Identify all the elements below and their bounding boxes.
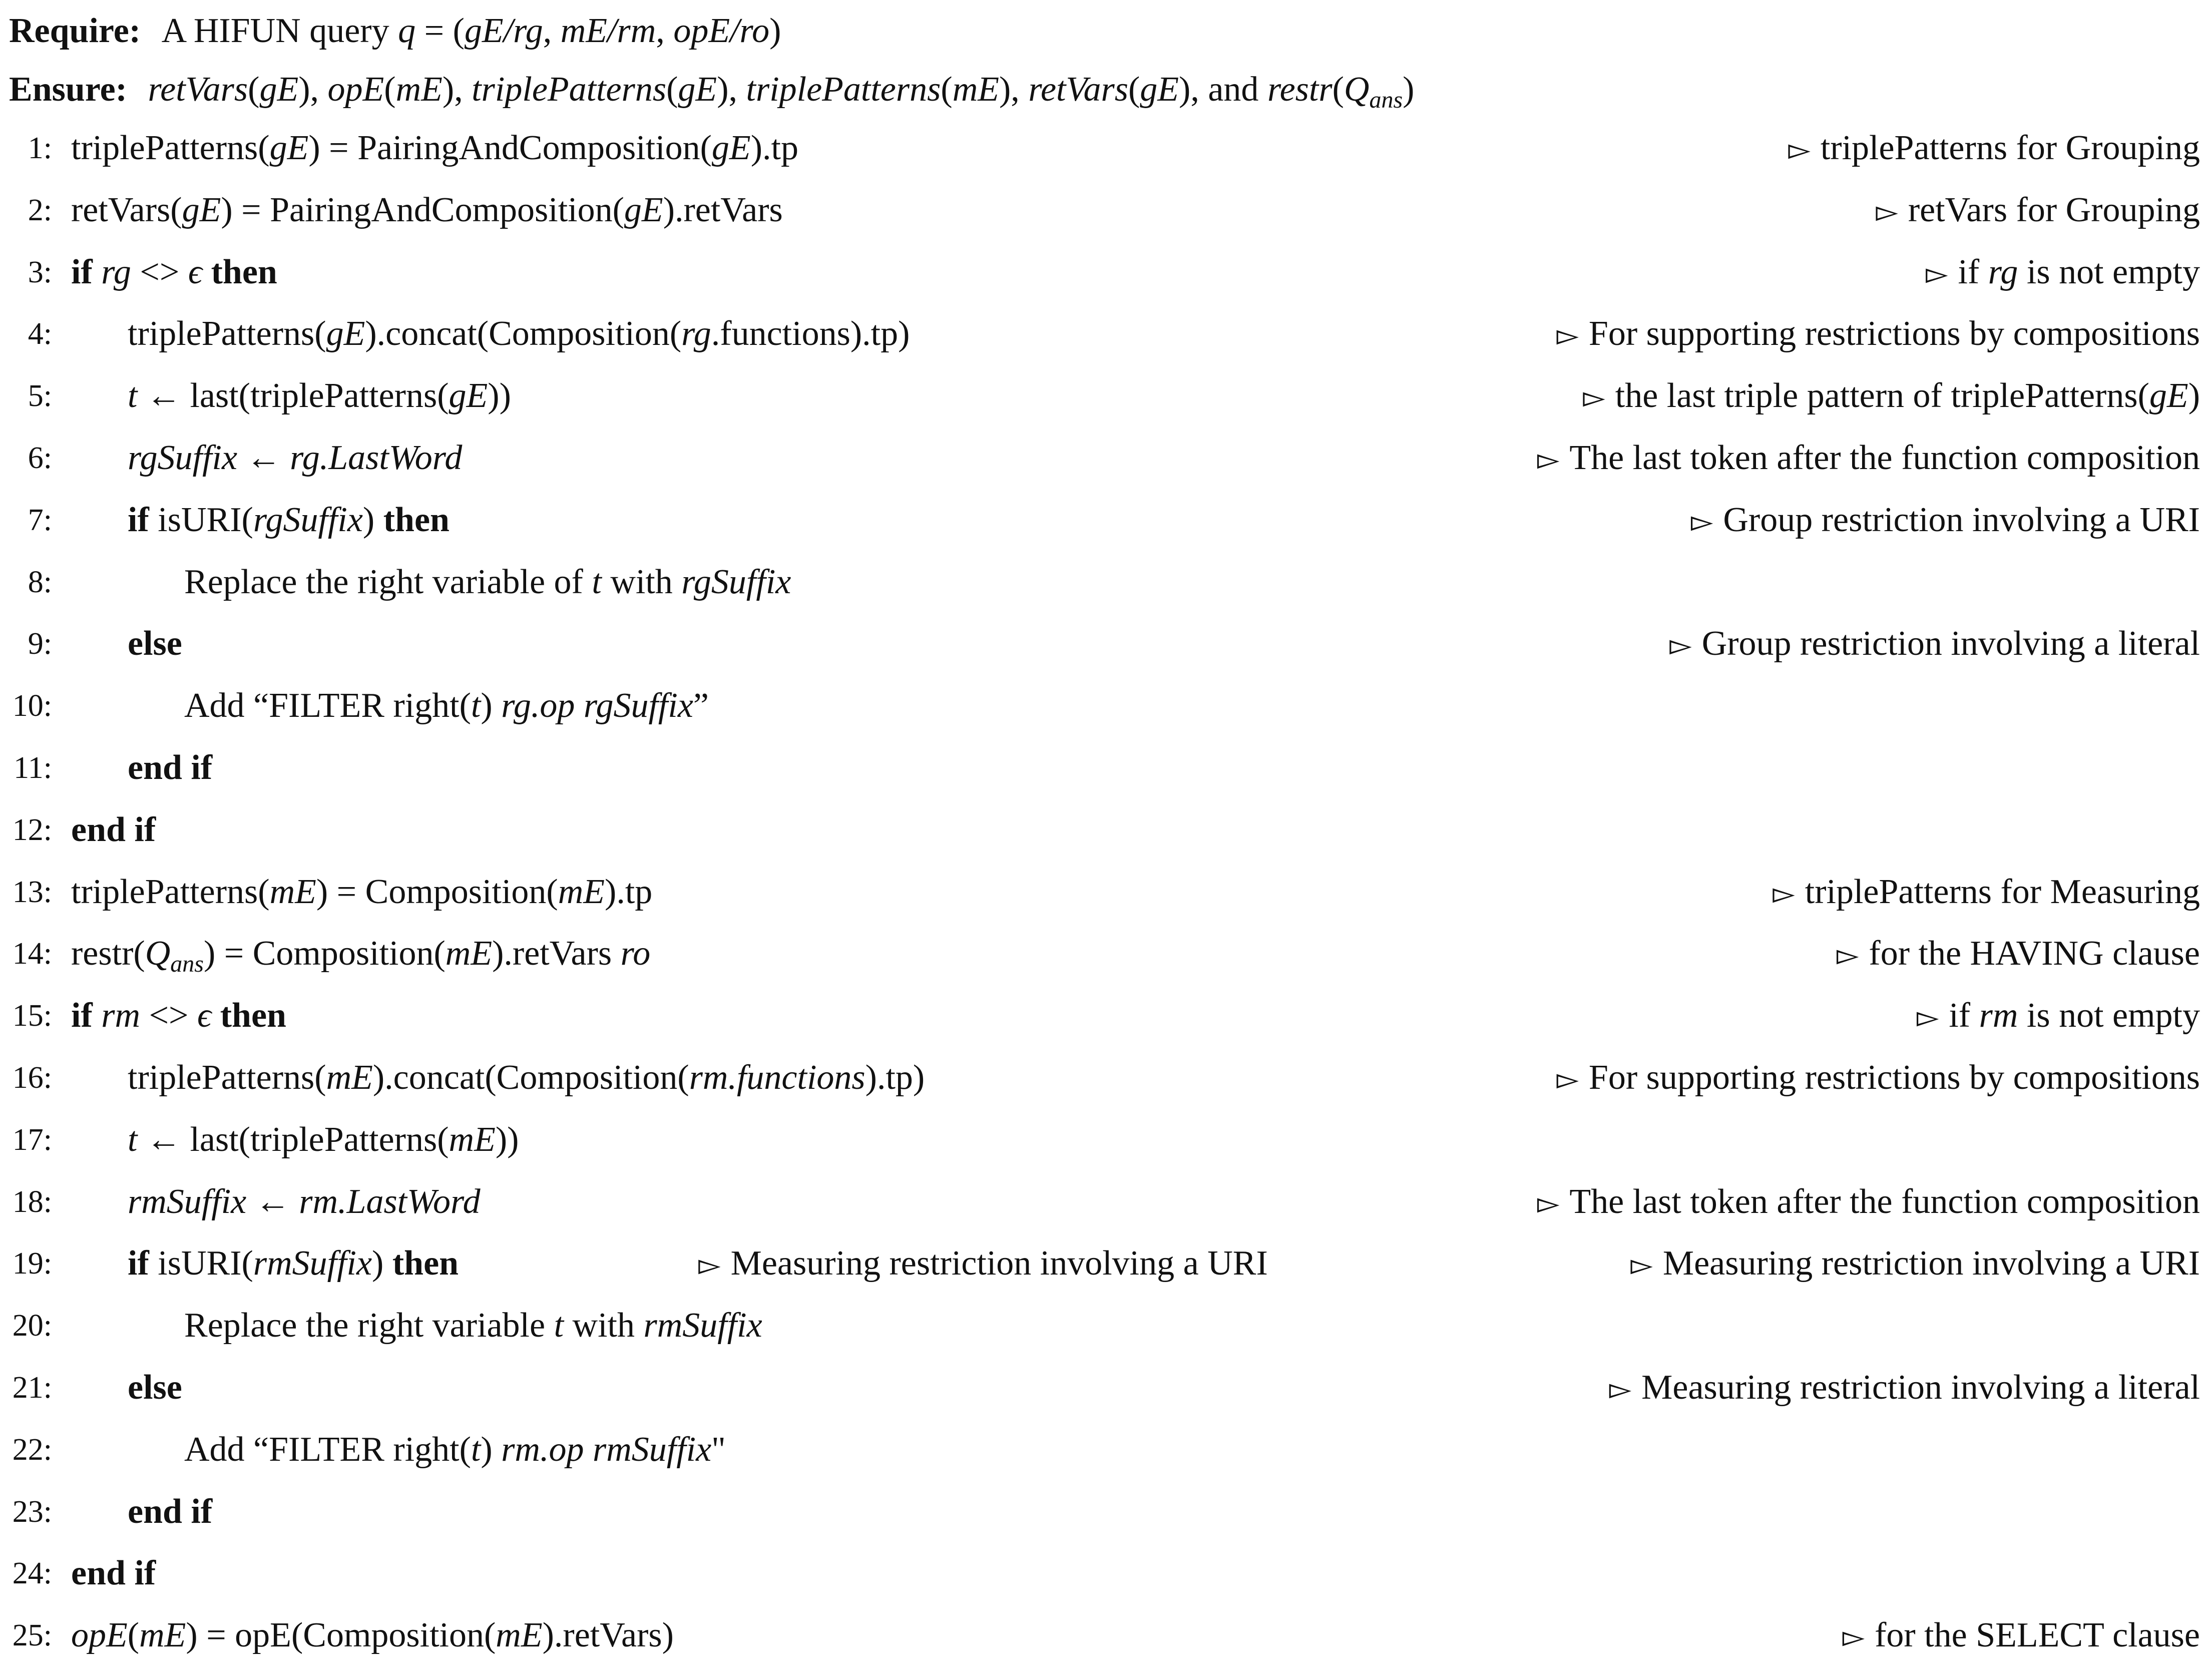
- token-text: ”: [693, 686, 709, 725]
- comment-triangle-icon: ▻: [1916, 1001, 1939, 1033]
- token-math: mE: [395, 70, 443, 109]
- line-comment: [1537, 1171, 2200, 1234]
- token-text: triplePatterns for Grouping: [1820, 129, 2200, 167]
- require-text: [162, 12, 781, 50]
- token-math: gE/rg: [464, 12, 543, 50]
- token-text: ←: [246, 1182, 299, 1221]
- token-text: [584, 1430, 593, 1469]
- comment-triangle-icon: ▻: [698, 1248, 721, 1281]
- line-comment: [1842, 1604, 2200, 1668]
- line-comment: [1556, 303, 2200, 366]
- token-text: ) = opE(Composition(: [186, 1616, 496, 1654]
- algorithm-line: [0, 985, 2212, 1047]
- token-text: The last token after the function composition: [1569, 439, 2200, 477]
- line-number: 13:: [12, 875, 52, 909]
- algorithm-line: [0, 489, 2212, 551]
- algorithm-line: [0, 303, 2212, 365]
- token-text: triplePatterns(: [128, 1058, 326, 1097]
- token-math: rm.functions: [689, 1058, 865, 1097]
- line-number: 17:: [12, 1123, 52, 1157]
- token-math: gE: [678, 70, 717, 109]
- line-code: [128, 1109, 519, 1171]
- token-math: mE: [558, 873, 605, 911]
- token-math: rg: [101, 253, 131, 291]
- line-number: 14:: [12, 937, 52, 971]
- token-kw: if: [71, 996, 93, 1035]
- comment-triangle-icon: ▻: [1556, 319, 1579, 351]
- line-number: 22:: [12, 1433, 52, 1467]
- token-kw: if: [71, 253, 93, 291]
- line-number: 12:: [12, 813, 52, 847]
- token-math: opE: [71, 1616, 128, 1654]
- algorithm-line: [0, 923, 2212, 985]
- token-math: gE: [182, 191, 221, 229]
- token-math: rgSuffix: [253, 501, 363, 539]
- token-text: Measuring restriction involving a URI: [1662, 1244, 2200, 1283]
- comment-triangle-icon: ▻: [1773, 877, 1795, 910]
- token-text: )): [488, 376, 511, 415]
- line-code: [184, 1419, 726, 1481]
- token-text: if: [1958, 253, 1988, 291]
- token-math: mE: [449, 1120, 496, 1159]
- token-math: rgSuffix: [128, 439, 238, 477]
- token-text: ): [362, 501, 383, 539]
- token-math: ϵ: [197, 996, 212, 1035]
- token-kw: then: [392, 1244, 459, 1283]
- algorithm-line: [0, 737, 2212, 799]
- ensure-label: Ensure:: [9, 70, 127, 109]
- algorithm-line: [0, 1542, 2212, 1604]
- token-text: Group restriction involving a literal: [1701, 624, 2200, 663]
- line-code: [128, 737, 212, 799]
- line-code: [71, 179, 783, 241]
- algorithm-line: [0, 179, 2212, 241]
- token-kw: end if: [128, 1492, 213, 1531]
- comment-triangle-icon: ▻: [1537, 443, 1560, 476]
- token-text: (: [127, 1616, 140, 1654]
- token-math: rmSuffix: [592, 1430, 712, 1469]
- line-number: 4:: [28, 317, 52, 351]
- token-text: Replace the right variable: [184, 1306, 554, 1345]
- token-text: ): [2188, 376, 2200, 415]
- line-comment: [1537, 427, 2200, 491]
- token-text: For supporting restrictions by compositions: [1588, 1058, 2200, 1097]
- token-kw: else: [128, 624, 182, 663]
- comment-triangle-icon: ▻: [1556, 1063, 1579, 1095]
- token-text: [202, 253, 211, 291]
- token-text: ),: [298, 70, 328, 109]
- token-sub: ans: [170, 951, 204, 977]
- token-text: [575, 686, 584, 725]
- token-math: rg: [681, 314, 711, 353]
- token-kw: else: [128, 1368, 182, 1407]
- line-number: 10:: [12, 689, 52, 723]
- token-math: retVars: [1028, 70, 1128, 109]
- token-math: mE: [952, 70, 999, 109]
- token-math: t: [471, 686, 481, 725]
- token-text: retVars for Grouping: [1908, 191, 2200, 229]
- token-text: Measuring restriction involving a literal: [1641, 1368, 2200, 1407]
- token-text: ) = PairingAndComposition(: [308, 129, 712, 167]
- line-number: 24:: [12, 1556, 52, 1590]
- comment-triangle-icon: ▻: [1583, 381, 1605, 413]
- token-text: ).concat(Composition(: [365, 314, 682, 353]
- line-code: [71, 861, 652, 923]
- inline-comment: [698, 1232, 1268, 1296]
- line-comment: [1917, 985, 2200, 1048]
- line-number: 5:: [28, 379, 52, 413]
- token-text: Add “FILTER right(: [184, 1430, 471, 1469]
- token-math: mE/rm: [560, 12, 656, 50]
- token-text: ← last(triplePatterns(: [137, 376, 449, 415]
- line-code: [128, 1047, 925, 1109]
- token-math: rgSuffix: [681, 563, 791, 601]
- line-number: 18:: [12, 1185, 52, 1219]
- algorithm-line: [0, 1047, 2212, 1109]
- line-number: 3:: [28, 255, 52, 289]
- line-code: [71, 985, 286, 1047]
- algorithm-line: [0, 1171, 2212, 1233]
- token-text: Measuring restriction involving a URI: [730, 1244, 1268, 1283]
- algorithm-line: [0, 1109, 2212, 1171]
- token-math: gE: [326, 314, 365, 353]
- token-text: triplePatterns(: [71, 873, 270, 911]
- algorithm-line: [0, 1295, 2212, 1357]
- line-comment: [1876, 179, 2200, 243]
- token-math: t: [592, 563, 602, 601]
- token-text: (: [384, 70, 396, 109]
- token-text: ) = Composition(: [316, 873, 558, 911]
- line-code: [128, 365, 511, 427]
- token-text: ": [711, 1430, 726, 1469]
- line-comment: [1609, 1357, 2200, 1420]
- token-text: The last token after the function composition: [1569, 1182, 2200, 1221]
- token-math: q: [398, 12, 416, 50]
- line-code: [71, 1604, 674, 1666]
- line-code: [128, 427, 462, 489]
- line-code: [184, 1295, 762, 1357]
- token-text: [93, 253, 102, 291]
- comment-triangle-icon: ▻: [1876, 195, 1898, 228]
- line-code: [71, 799, 156, 861]
- token-text: ),: [999, 70, 1029, 109]
- token-text: Replace the right variable of: [184, 563, 592, 601]
- algorithm-line: [0, 613, 2212, 675]
- token-text: with: [601, 563, 682, 601]
- token-text: A HIFUN query: [161, 12, 398, 50]
- token-text: (: [941, 70, 953, 109]
- comment-triangle-icon: ▻: [1690, 505, 1713, 538]
- token-text: ): [372, 1244, 392, 1283]
- token-math: rmSuffix: [643, 1306, 762, 1345]
- line-number: 23:: [12, 1495, 52, 1529]
- token-math: rm.op: [501, 1430, 584, 1469]
- line-code: [71, 117, 798, 179]
- token-text: ) = Composition(: [203, 934, 446, 973]
- token-math: rgSuffix: [583, 686, 693, 725]
- token-math: rm.LastWord: [299, 1182, 481, 1221]
- line-number: 19:: [12, 1246, 52, 1281]
- line-comment: [1788, 117, 2200, 181]
- line-code: [184, 551, 791, 613]
- line-comment: [1691, 489, 2200, 553]
- token-math: triplePatterns: [746, 70, 941, 109]
- token-text: ).tp: [750, 129, 798, 167]
- token-kw: end if: [71, 810, 156, 849]
- token-math: t: [471, 1430, 481, 1469]
- line-number: 7:: [28, 503, 52, 537]
- line-code: [128, 1481, 212, 1543]
- token-text: [211, 996, 220, 1035]
- comment-triangle-icon: ▻: [1925, 257, 1948, 290]
- token-text: is not empty: [2018, 253, 2200, 291]
- algorithm-line: [0, 241, 2212, 303]
- token-text: the last triple pattern of triplePatterns(: [1615, 376, 2149, 415]
- token-kw: then: [211, 253, 277, 291]
- token-text: <>: [140, 996, 198, 1035]
- line-code: [128, 1171, 481, 1233]
- token-text: ): [481, 1430, 502, 1469]
- token-text: <>: [131, 253, 188, 291]
- token-math: Q: [145, 934, 171, 973]
- token-text: if: [1949, 996, 1979, 1035]
- algorithm-line: [0, 861, 2212, 923]
- token-text: ).retVars): [542, 1616, 674, 1654]
- token-text: )): [495, 1120, 519, 1159]
- token-math: mE: [269, 873, 316, 911]
- line-comment: [1630, 1232, 2200, 1296]
- token-math: gE: [259, 70, 299, 109]
- algorithm-line: [0, 1357, 2212, 1419]
- token-text: Add “FILTER right(: [184, 686, 471, 725]
- token-text: ) = PairingAndComposition(: [221, 191, 624, 229]
- line-code: [128, 613, 182, 675]
- comment-triangle-icon: ▻: [1609, 1373, 1632, 1405]
- line-code: [128, 489, 450, 551]
- token-text: (: [666, 70, 678, 109]
- algorithm-line: [0, 1419, 2212, 1481]
- line-comment: [1669, 613, 2200, 676]
- token-math: gE: [269, 129, 309, 167]
- token-math: gE: [449, 376, 488, 415]
- token-math: restr: [1267, 70, 1333, 109]
- token-math: Q: [1344, 70, 1370, 109]
- algorithm-line: [0, 1604, 2212, 1666]
- token-math: rg.op: [501, 686, 575, 725]
- token-math: opE: [327, 70, 384, 109]
- line-comment: [1837, 923, 2200, 986]
- token-text: ).concat(Composition(: [372, 1058, 689, 1097]
- line-number: 21:: [12, 1371, 52, 1405]
- token-text: = (: [415, 12, 465, 50]
- token-math: gE: [624, 191, 663, 229]
- token-text: (: [248, 70, 260, 109]
- line-number: 11:: [14, 751, 52, 785]
- token-math: mE: [496, 1616, 543, 1654]
- token-text: ).tp: [605, 873, 653, 911]
- token-math: gE: [2149, 376, 2188, 415]
- token-math: opE/ro: [673, 12, 770, 50]
- token-kw: end if: [71, 1554, 156, 1592]
- token-kw: then: [220, 996, 286, 1035]
- algorithm-line: [0, 365, 2212, 427]
- token-math: triplePatterns: [472, 70, 667, 109]
- algorithm-line: [0, 675, 2212, 737]
- token-math: gE: [711, 129, 751, 167]
- token-text: for the SELECT clause: [1875, 1616, 2200, 1654]
- line-number: 8:: [28, 565, 52, 599]
- token-math: rm: [101, 996, 141, 1035]
- comment-triangle-icon: ▻: [1836, 939, 1859, 971]
- token-text: .functions).tp): [711, 314, 910, 353]
- line-number: 15:: [12, 999, 52, 1033]
- token-math: rmSuffix: [253, 1244, 372, 1283]
- token-text: ),: [717, 70, 746, 109]
- token-text: ): [481, 686, 502, 725]
- token-math: mE: [326, 1058, 373, 1097]
- token-math: rg: [1988, 253, 2018, 291]
- comment-triangle-icon: ▻: [1669, 629, 1692, 661]
- line-number: 25:: [12, 1618, 52, 1652]
- token-text: for the HAVING clause: [1869, 934, 2200, 973]
- line-comment: [1773, 861, 2200, 925]
- token-text: ): [1403, 70, 1415, 109]
- token-math: rg.LastWord: [290, 439, 463, 477]
- token-kw: if: [128, 501, 149, 539]
- line-comment: [1926, 241, 2200, 305]
- token-math: ϵ: [188, 253, 203, 291]
- algorithm-line: [0, 799, 2212, 861]
- ensure-line: [0, 59, 2212, 121]
- line-code: [71, 241, 277, 303]
- comment-triangle-icon: ▻: [1788, 133, 1811, 166]
- token-text: ←: [237, 439, 290, 477]
- token-math: t: [128, 1120, 138, 1159]
- line-number: 20:: [12, 1309, 52, 1343]
- token-math: mE: [139, 1616, 186, 1654]
- token-math: gE: [1140, 70, 1179, 109]
- line-number: 2:: [28, 193, 52, 227]
- token-kw: if: [128, 1244, 149, 1283]
- algorithm-line: [0, 551, 2212, 613]
- line-number: 16:: [12, 1061, 52, 1095]
- token-text: (: [1128, 70, 1140, 109]
- token-text: isURI(: [149, 1244, 253, 1283]
- line-code: [184, 675, 709, 737]
- ensure-text: [148, 70, 1415, 113]
- token-text: triplePatterns(: [71, 129, 270, 167]
- comment-triangle-icon: ▻: [1630, 1248, 1653, 1281]
- token-math: mE: [445, 934, 493, 973]
- token-text: retVars(: [71, 191, 182, 229]
- token-text: For supporting restrictions by compositions: [1588, 314, 2200, 353]
- comment-triangle-icon: ▻: [1842, 1620, 1865, 1653]
- token-text: [93, 996, 102, 1035]
- token-text: ).tp): [865, 1058, 925, 1097]
- require-line: [0, 0, 2212, 62]
- token-text: ).retVars: [663, 191, 783, 229]
- line-number: 1:: [28, 131, 52, 165]
- token-math: rmSuffix: [128, 1182, 247, 1221]
- token-kw: then: [383, 501, 450, 539]
- token-text: triplePatterns for Measuring: [1805, 873, 2200, 911]
- token-text: ), and: [1179, 70, 1267, 109]
- algorithm-line: [0, 427, 2212, 489]
- token-text: ,: [656, 12, 674, 50]
- line-code: [71, 1542, 156, 1604]
- comment-triangle-icon: ▻: [1537, 1187, 1560, 1219]
- token-text: with: [564, 1306, 644, 1345]
- token-sub: ans: [1369, 87, 1403, 113]
- algorithm-line: [0, 117, 2212, 179]
- token-text: (: [1332, 70, 1344, 109]
- token-math: t: [128, 376, 138, 415]
- token-text: ).retVars: [492, 934, 621, 973]
- require-content: [9, 0, 781, 62]
- token-text: triplePatterns(: [128, 314, 326, 353]
- algorithm-line: [0, 1232, 2212, 1295]
- line-code: [128, 1357, 182, 1419]
- token-text: ← last(triplePatterns(: [137, 1120, 449, 1159]
- token-text: isURI(: [149, 501, 253, 539]
- token-text: ,: [543, 12, 561, 50]
- token-kw: end if: [128, 748, 213, 787]
- algorithm-line: [0, 1481, 2212, 1543]
- line-number: 6:: [28, 441, 52, 475]
- line-comment: [1583, 365, 2200, 429]
- token-math: t: [554, 1306, 564, 1345]
- token-text: is not empty: [2018, 996, 2200, 1035]
- line-code: [128, 1232, 459, 1295]
- token-text: restr(: [71, 934, 145, 973]
- line-comment: [1556, 1047, 2200, 1110]
- token-math: rm: [1979, 996, 2018, 1035]
- token-text: Group restriction involving a URI: [1723, 501, 2200, 539]
- token-math: ro: [620, 934, 651, 973]
- token-math: retVars: [148, 70, 248, 109]
- line-code: [128, 303, 910, 365]
- line-number: 9:: [28, 627, 52, 661]
- token-text: ),: [442, 70, 472, 109]
- token-text: ): [769, 12, 781, 50]
- require-label: Require:: [9, 12, 141, 50]
